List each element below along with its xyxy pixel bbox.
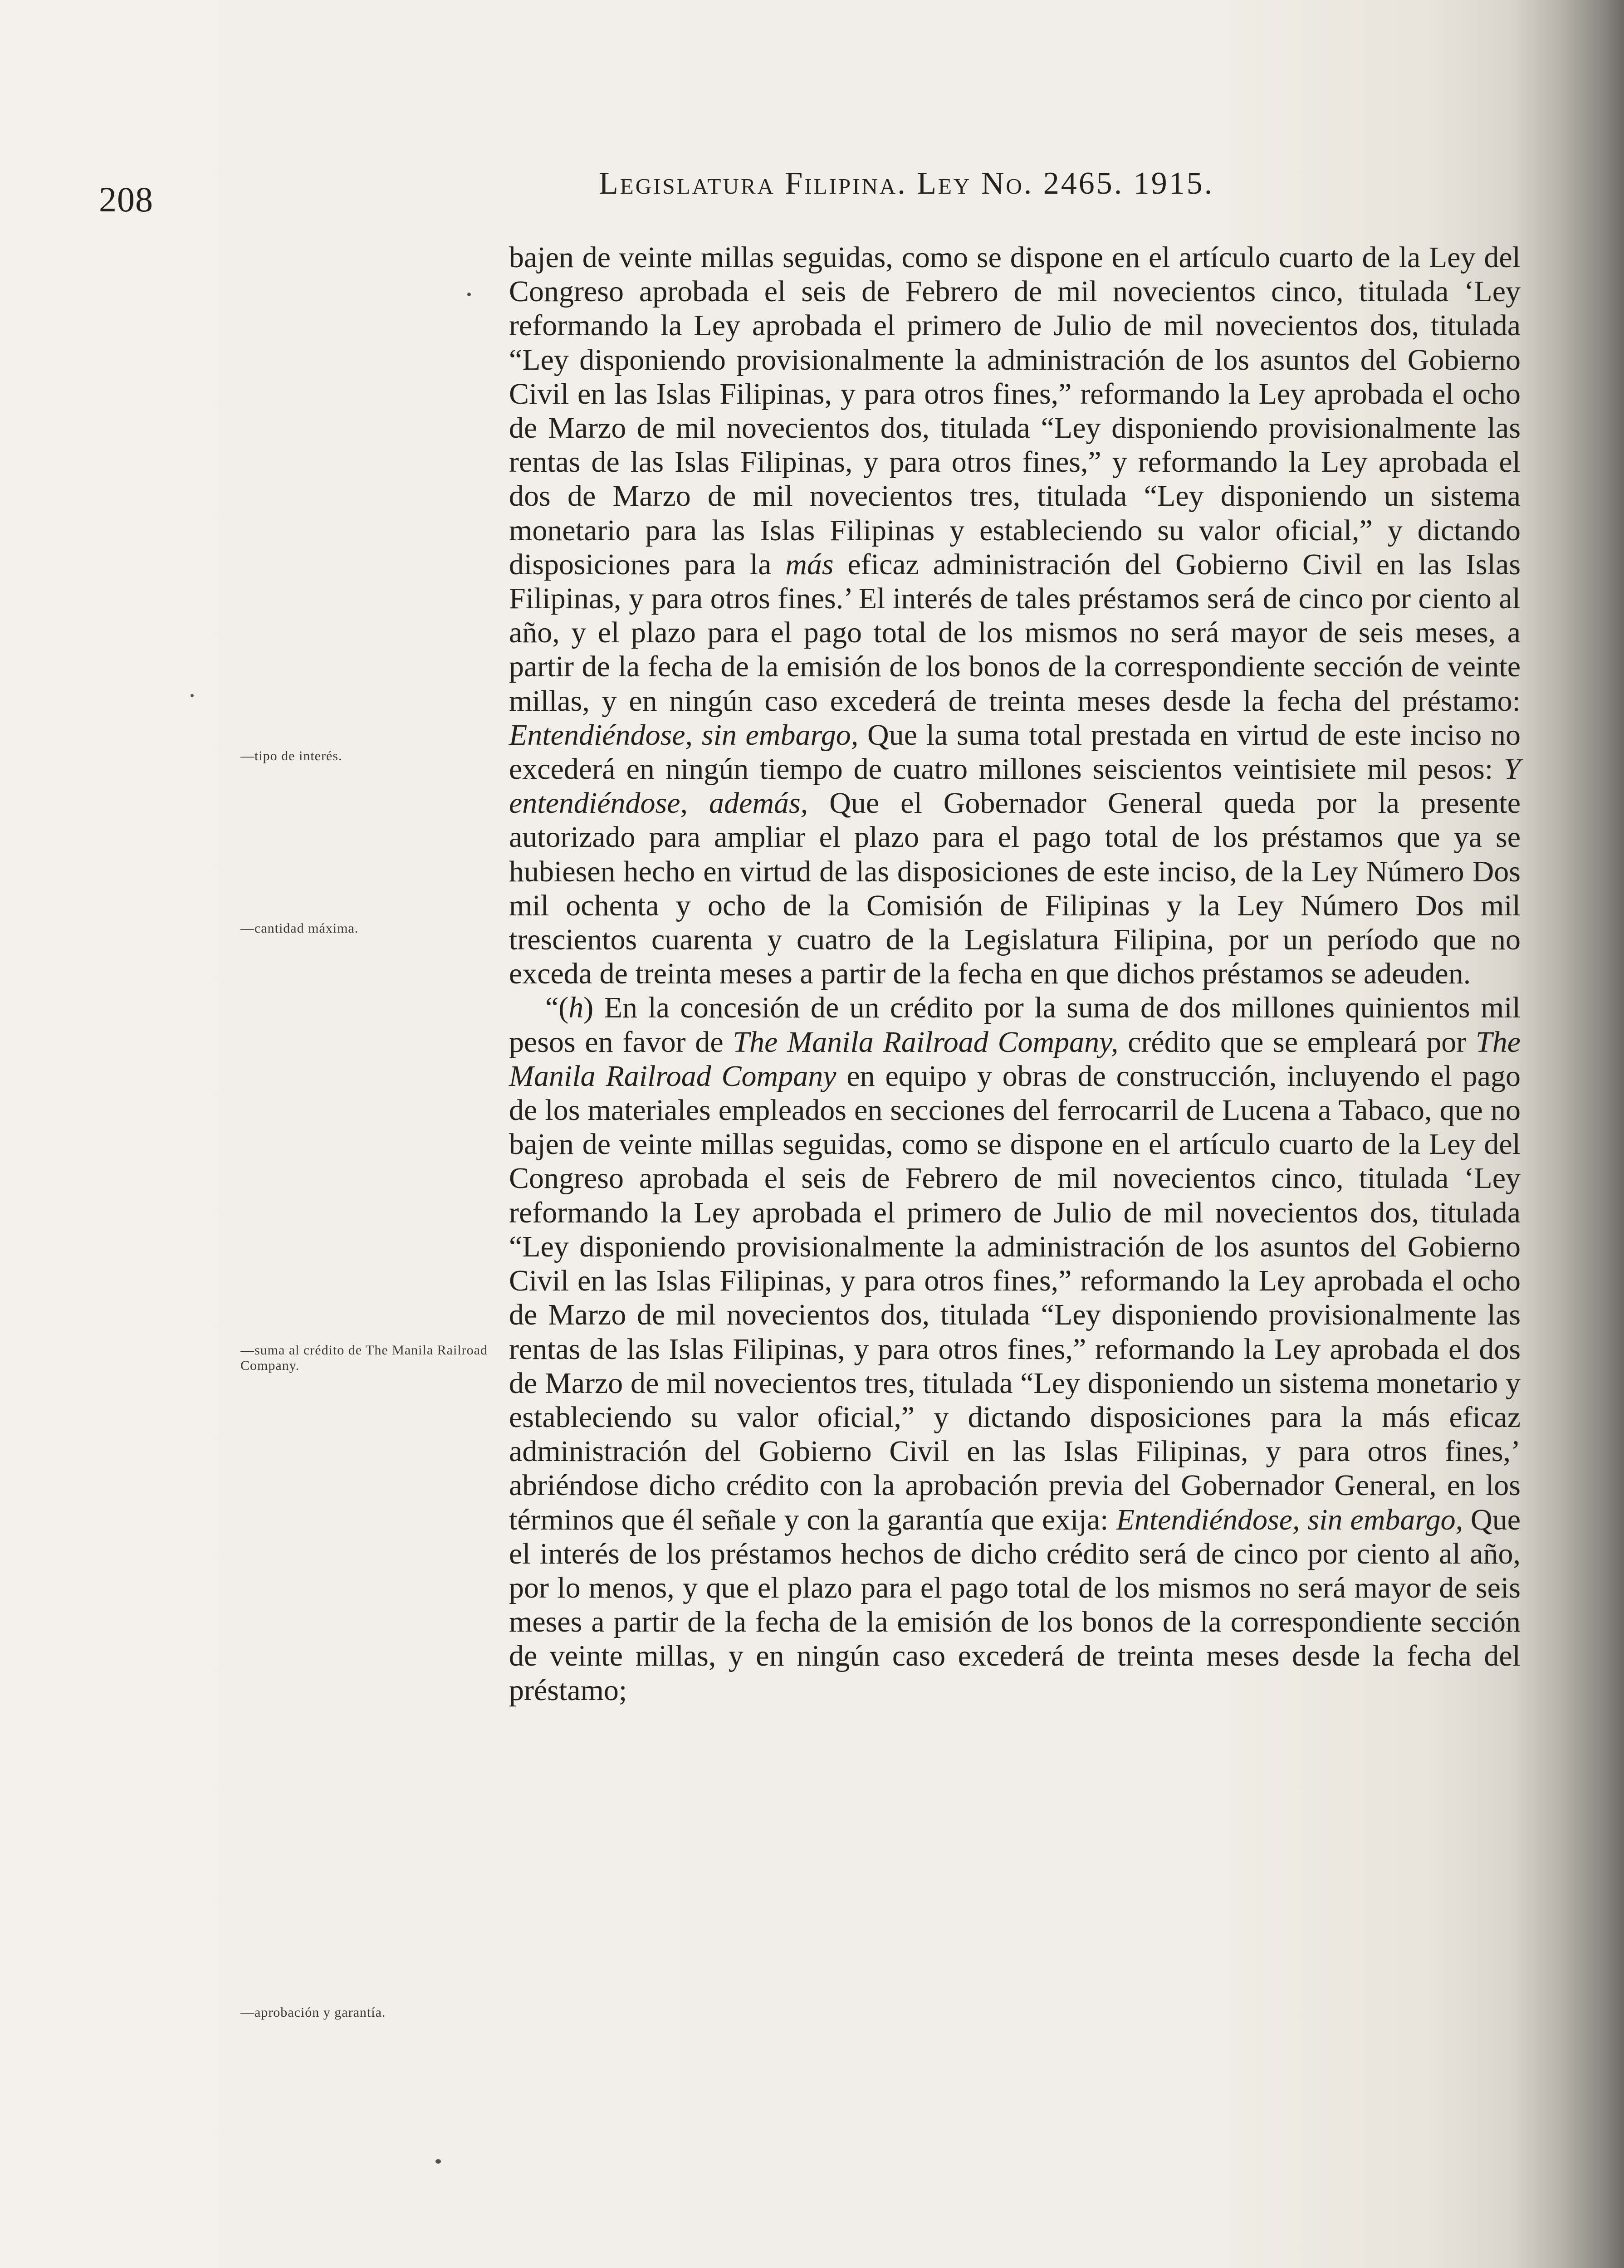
scan-speck <box>191 694 194 697</box>
body-text <box>509 240 1521 1707</box>
margin-note-suma-credito: —suma al crédito de The Manila Railroad Company. <box>240 1343 488 1373</box>
text-run: Que la suma total prestada en virtud de este inciso no excederá en ningún tiempo de cuatro millones seiscientos veintisiete mil pesos: <box>509 718 1521 786</box>
paragraph-continuation <box>509 240 1521 991</box>
running-head: Legislatura Filipina. Ley No. 2465. 1915. <box>599 166 1214 201</box>
text-run: Que el Gobernador General queda por la presente autorizado para ampliar el plazo para el pago total de los préstamos que ya se hubiesen hecho en virtud de las disposiciones de este inciso, de la Ley Número Dos mil ochenta y ocho de la Comisión de Filipinas y la Ley Número Dos mil trescientos cuarenta y cuatro de la Legislatura Filipina, por un período que no exceda de treinta meses a partir de la fecha en que dichos préstamos se adeuden. <box>509 787 1521 991</box>
margin-note-tipo-interes: —tipo de interés. <box>240 748 342 763</box>
text-run: eficaz administración del Gobierno Civil en las Islas Filipinas, y para otros fines.’ El interés de tales préstamos será de cinco por ciento al año, y el plazo para el pago total de los mismos no será mayor de seis meses, a partir de la fecha de la emisión de los bonos de la correspondiente sección de veinte millas, y en ningún caso excederá de treinta meses desde la fecha del préstamo: <box>509 547 1521 718</box>
section-letter: h <box>568 991 584 1025</box>
italic-run: The Manila Railroad Company <box>509 1025 1521 1093</box>
italic-run: más <box>785 547 834 581</box>
paragraph-h <box>509 991 1521 1707</box>
text-run: crédito que se empleará por <box>1128 1025 1467 1059</box>
italic-run: The Manila Railroad Company, <box>733 1025 1119 1059</box>
italic-run: Entendiéndose, sin embargo, <box>1116 1503 1463 1536</box>
text-run: “( <box>545 991 569 1025</box>
page-number: 208 <box>99 180 153 219</box>
text-run: bajen de veinte millas seguidas, como se dispone en el artículo cuarto de la Ley del Congreso aprobada el seis de Febrero de mil novecientos cinco, titulada ‘Ley reformando la Ley aprobada el primero de Julio de mil novecientos dos, titulada “Ley disponiendo provisionalmente la administración de los asuntos del Gobierno Civil en las Islas Filipinas, y para otros fines,” reformando la Ley aprobada el ocho de Marzo de mil novecientos dos, titulada “Ley disponiendo provisionalmente las rentas de las Islas Filipinas, y para otros fines,” y reformando la Ley aprobada el dos de Marzo de mil novecientos tres, titulada “Ley disponiendo un sistema monetario para las Islas Filipinas y estableciendo su valor oficial,” y dictando disposiciones para la <box>509 241 1521 581</box>
margin-notes <box>0 0 490 2268</box>
scan-speck <box>467 293 471 296</box>
scan-speck <box>435 2159 441 2164</box>
text-run: en equipo y obras de construcción, incluyendo el pago de los materiales empleados en secciones del ferrocarril de Lucena a Tabaco, que no bajen de veinte millas seguidas, como se dispone en el artículo cuarto de la Ley del Congreso aprobada el seis de Febrero de mil novecientos cinco, titulada ‘Ley reformando la Ley aprobada el primero de Julio de mil novecientos dos, titulada “Ley disponiendo provisionalmente la administración de los asuntos del Gobierno Civil en las Islas Filipinas, y para otros fines,” reformando la Ley aprobada el ocho de Marzo de mil novecientos dos, titulada “Ley disponiendo provisionalmente las rentas de las Islas Filipinas, y para otros fines,” reformando la Ley aprobada el dos de Marzo de mil novecientos tres, titulada “Ley disponiendo un sistema monetario y estableciendo su valor oficial,” y dictando disposiciones para la más eficaz administración del Gobierno Civil en las Islas Filipinas, y para otros fines,’ abriéndose dicho crédito con la aprobación previa del Gobernador General, en los términos que él señale y con la garantía que exija: <box>509 1059 1521 1536</box>
margin-note-cantidad-maxima: —cantidad máxima. <box>240 921 359 936</box>
text-run: ) En la concesión de un crédito por la suma de dos millones quinientos mil pesos en favor de <box>509 991 1521 1059</box>
margin-note-aprobacion-garantia: —aprobación y garantía. <box>240 2005 386 2020</box>
text-run: Que el interés de los préstamos hechos de dicho crédito será de cinco por ciento al año, por lo menos, y que el plazo para el pago total de los mismos no será mayor de seis meses a partir de la fecha de la emisión de los bonos de la correspondiente sección de veinte millas, y en ningún caso excederá de treinta meses desde la fecha del préstamo; <box>509 1503 1521 1707</box>
italic-run: Entendiéndose, sin embargo, <box>509 718 859 752</box>
italic-run: Y entendiéndose, además, <box>509 753 1521 820</box>
